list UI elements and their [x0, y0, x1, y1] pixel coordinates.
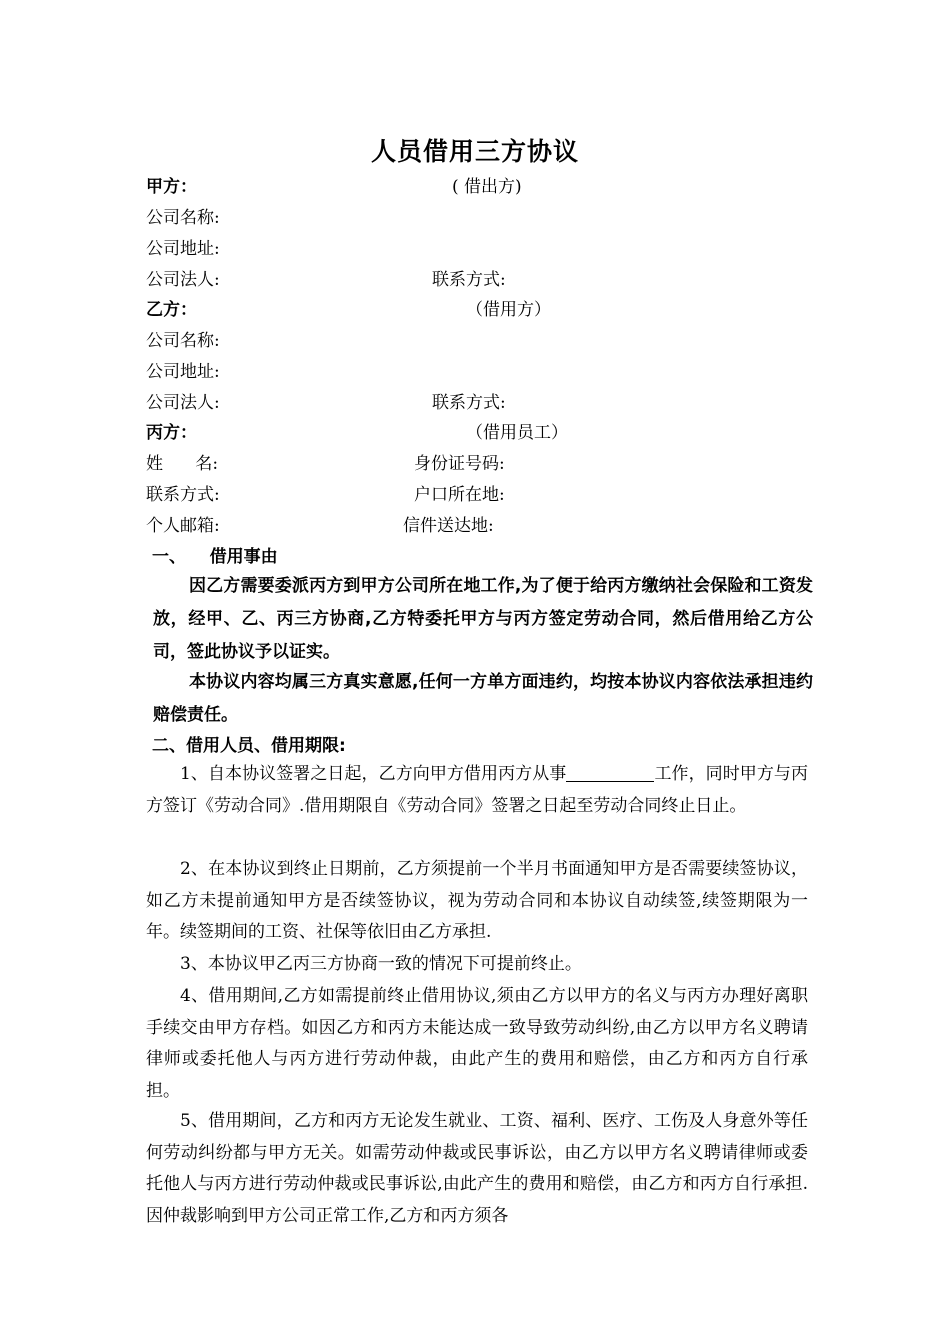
- job-blank-field: [566, 763, 654, 782]
- party-a-role: ( 借出方): [452, 177, 522, 197]
- party-a-company-address: 公司地址:: [146, 239, 220, 259]
- section-2-item-4: 4、借用期间,乙方如需提前终止借用协议,须由乙方以甲方的名义与丙方办理好离职手续交由甲方存档。如因乙方和丙方未能达成一致导致劳动纠纷,由乙方以甲方名义聘请律师或委托他人与丙方进行劳动仲裁，由此产生的费用和赔偿，由乙方和丙方自行承担。: [146, 986, 808, 1101]
- party-c-label: 丙方：: [146, 423, 197, 443]
- party-b-legal-rep: 公司法人:: [146, 393, 220, 413]
- section-2-item-3: 3、本协议甲乙丙三方协商一致的情况下可提前终止。: [180, 954, 582, 974]
- section-2-item-1: [146, 759, 808, 822]
- section-1-heading: 一、 借用事由: [152, 547, 278, 567]
- party-a-legal-rep: 公司法人:: [146, 270, 220, 290]
- section-2-item-2: 2、在本协议到终止日期前，乙方须提前一个半月书面通知甲方是否需要续签协议，如乙方未提前通知甲方是否续签协议，视为劳动合同和本协议自动续签,续签期限为一年。续签期间的工资、社保等依旧由乙方承担.: [146, 859, 808, 942]
- party-b-company-address: 公司地址:: [146, 362, 220, 382]
- document-title: 人员借用三方协议: [370, 137, 579, 166]
- party-c-role: （借用员工）: [466, 423, 568, 443]
- party-a-contact: 联系方式:: [432, 270, 506, 290]
- party-b-label: 乙方：: [146, 300, 197, 320]
- item-1-text-before: 1、自本协议签署之日起，乙方向甲方借用丙方从事: [180, 764, 567, 784]
- party-a-company-name: 公司名称:: [146, 208, 220, 228]
- party-a-label: 甲方：: [146, 177, 197, 197]
- section-2-item-5: 5、借用期间，乙方和丙方无论发生就业、工资、福利、医疗、工伤及人身意外等任何劳动纠纷都与甲方无关。如需劳动仲裁或民事诉讼，由乙方以甲方名义聘请律师或委托他人与丙方进行劳动仲裁或民事诉讼,由此产生的费用和赔偿，由乙方和丙方自行承担.因仲裁影响到甲方公司正常工作,乙方和丙方须各: [146, 1111, 808, 1226]
- party-c-name: 姓 名:: [146, 454, 219, 474]
- section-2-heading: 二、借用人员、借用期限:: [152, 736, 346, 756]
- item-1-text-after: 工作，同时甲方与丙方签订《劳动合同》.借用期限自《劳动合同》签署之日起至劳动合同终止日止。: [146, 764, 809, 816]
- party-c-household: 户口所在地:: [414, 485, 505, 505]
- party-c-email: 个人邮箱:: [146, 516, 220, 536]
- party-b-company-name: 公司名称:: [146, 331, 220, 351]
- party-c-id-number: 身份证号码:: [414, 454, 505, 474]
- party-c-contact: 联系方式:: [146, 485, 220, 505]
- party-b-role: （借用方）: [466, 300, 551, 320]
- party-b-contact: 联系方式:: [432, 393, 506, 413]
- party-c-mail-address: 信件送达地:: [403, 516, 494, 536]
- section-1-paragraph-1: 因乙方需要委派丙方到甲方公司所在地工作,为了便于给丙方缴纳社会保险和工资发放，经甲、乙、丙三方协商,乙方特委托甲方与丙方签定劳动合同，然后借用给乙方公司，签此协议予以证实。: [153, 576, 813, 662]
- section-1-paragraph-2: 本协议内容均属三方真实意愿,任何一方单方面违约，均按本协议内容依法承担违约赔偿责任。: [153, 672, 813, 725]
